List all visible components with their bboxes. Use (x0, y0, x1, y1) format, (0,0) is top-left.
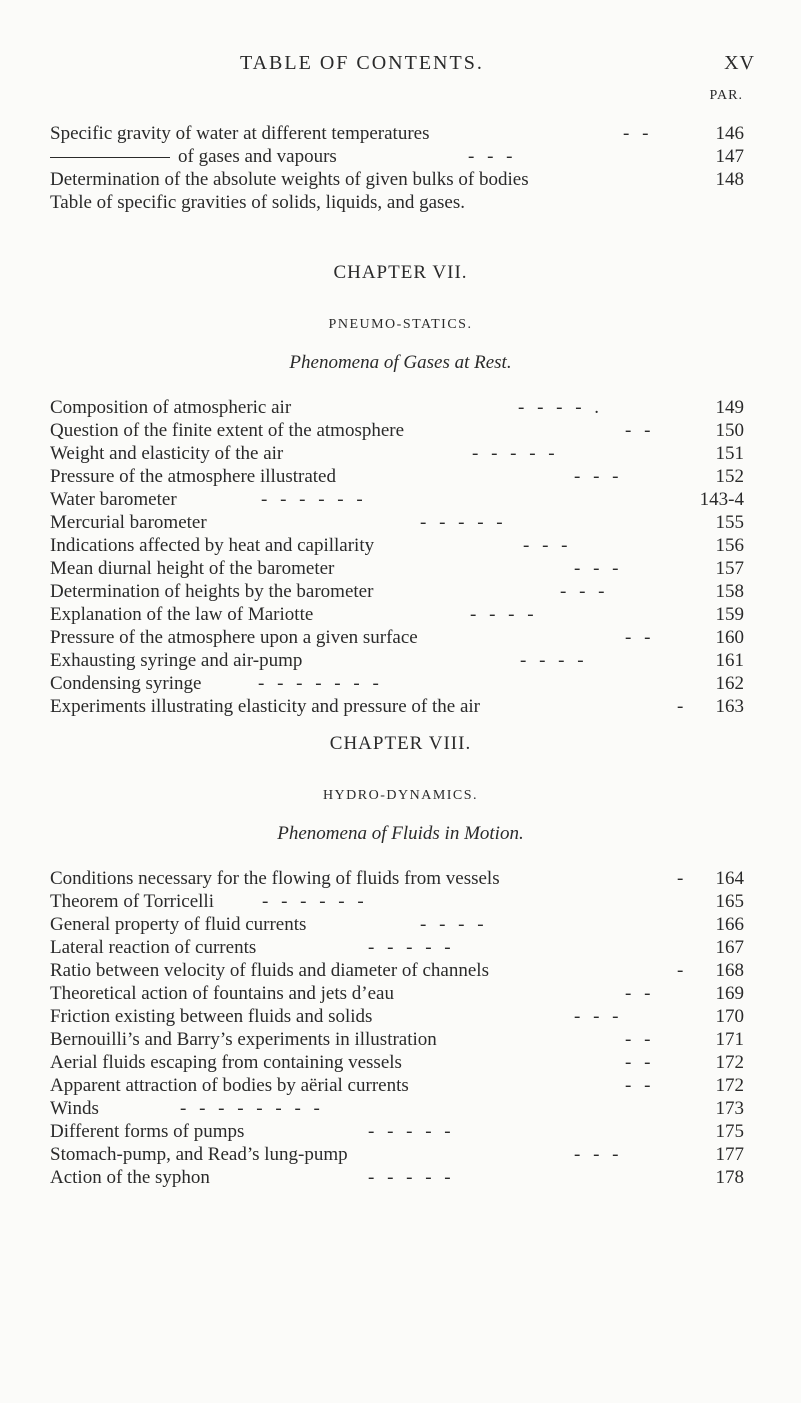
entry-title: Exhausting syringe and air-pump (50, 650, 303, 671)
entry-title: Conditions necessary for the flowing of fluids from vessels (50, 868, 500, 889)
entry-title: Table of specific gravities of solids, liquids, and gases. (50, 192, 465, 213)
entry-leader: - - (623, 123, 653, 144)
toc-entry (50, 1097, 801, 1120)
entry-page: 162 (715, 673, 744, 694)
entry-page: 150 (715, 420, 744, 441)
toc-entry (50, 1120, 801, 1143)
entry-page: 159 (715, 604, 744, 625)
entry-title: Bernouilli’s and Barry’s experiments in illustration (50, 1029, 437, 1050)
entry-leader: - - - (523, 535, 572, 556)
entry-leader: - - - - - - - - (180, 1098, 324, 1119)
entry-title: Explanation of the law of Mariotte (50, 604, 314, 625)
toc-entry (50, 191, 801, 214)
entry-leader: - - - - - (368, 1167, 455, 1188)
entry-page: 156 (715, 535, 744, 556)
entry-page: 147 (715, 146, 744, 167)
entry-page: 161 (715, 650, 744, 671)
entry-page: 173 (715, 1098, 744, 1119)
entry-page: 148 (715, 169, 744, 190)
entry-leader: - - - - - (368, 1121, 455, 1142)
chapter-subject: HYDRO-DYNAMICS. (322, 788, 479, 803)
entry-page: 168 (715, 960, 744, 981)
toc-entry (50, 649, 801, 672)
chapter-section: Phenomena of Fluids in Motion. (277, 823, 524, 844)
toc-entry (50, 603, 801, 626)
entry-leader: - - - (468, 146, 517, 167)
chapter-subject: PNEUMO-STATICS. (328, 317, 473, 332)
entry-leader: - - - - . (518, 397, 604, 418)
entry-leader: - - - - (470, 604, 538, 625)
chapter-7-entries (50, 396, 801, 718)
entry-leader: - - - (574, 1006, 623, 1027)
chapter-8-entries (50, 867, 801, 1189)
chapter-title: CHAPTER VII. (333, 262, 468, 283)
entry-page: 169 (715, 983, 744, 1004)
par-column-label: PAR. (709, 88, 743, 103)
toc-entry (50, 1074, 801, 1097)
entry-leader: - - - - - - (261, 489, 367, 510)
entry-title: Composition of atmospheric air (50, 397, 292, 418)
toc-entry (50, 890, 801, 913)
entry-title: Experiments illustrating elasticity and pressure of the air (50, 696, 481, 717)
entry-leader: - - - - - (420, 512, 507, 533)
toc-entry (50, 695, 801, 718)
toc-entry (50, 1143, 801, 1166)
entry-title: Specific gravity of water at different temperatures (50, 123, 430, 144)
entry-title: Water barometer (50, 489, 177, 510)
toc-entry (50, 1051, 801, 1074)
entry-title: Apparent attraction of bodies by aërial currents (50, 1075, 409, 1096)
entry-title: Pressure of the atmosphere upon a given surface (50, 627, 418, 648)
entry-page: 157 (715, 558, 744, 579)
entry-leader: - - (625, 627, 655, 648)
toc-entry (50, 168, 801, 191)
entry-page: 175 (715, 1121, 744, 1142)
entry-page: 160 (715, 627, 744, 648)
entry-page: 155 (715, 512, 744, 533)
entry-page: 178 (715, 1167, 744, 1188)
entry-leader: - - - - (520, 650, 588, 671)
chapter-7-heading (0, 262, 801, 284)
toc-entry (50, 511, 801, 534)
running-head (0, 52, 801, 78)
entry-page: 149 (715, 397, 744, 418)
toc-entry (50, 982, 801, 1005)
entry-title: Question of the finite extent of the atmosphere (50, 420, 405, 441)
entry-title: Mercurial barometer (50, 512, 207, 533)
chapter-8-heading (0, 733, 801, 755)
entry-page: 151 (715, 443, 744, 464)
toc-entry (50, 122, 801, 145)
entry-title: Different forms of pumps (50, 1121, 245, 1142)
entry-leader: - - - - - - (262, 891, 368, 912)
toc-entry (50, 626, 801, 649)
entry-title: Determination of the absolute weights of given bulks of bodies (50, 169, 529, 190)
entry-page: 158 (715, 581, 744, 602)
entry-page: 171 (715, 1029, 744, 1050)
entry-page: 143-4 (699, 489, 744, 510)
entry-title: Lateral reaction of currents (50, 937, 257, 958)
entry-title: Theorem of Torricelli (50, 891, 214, 912)
entry-title: Mean diurnal height of the barometer (50, 558, 335, 579)
entry-title: Indications affected by heat and capillarity (50, 535, 375, 556)
toc-entry (50, 557, 801, 580)
toc-entry (50, 488, 801, 511)
entry-leader: - - (625, 1075, 655, 1096)
entry-leader: - - (625, 983, 655, 1004)
ditto-rule (50, 157, 170, 158)
toc-entry (50, 419, 801, 442)
chapter-section: Phenomena of Gases at Rest. (289, 352, 512, 373)
entry-leader: - - - - - (472, 443, 559, 464)
entry-leader: - - - - (420, 914, 488, 935)
entry-title: Ratio between velocity of fluids and diameter of channels (50, 960, 489, 981)
entry-title: Weight and elasticity of the air (50, 443, 284, 464)
toc-entry (50, 913, 801, 936)
entry-title: of gases and vapours (178, 146, 337, 167)
running-title: TABLE OF CONTENTS. (240, 52, 484, 74)
entry-page: 167 (715, 937, 744, 958)
entry-page: 166 (715, 914, 744, 935)
toc-entry (50, 580, 801, 603)
toc-entry (50, 1028, 801, 1051)
toc-entry (50, 442, 801, 465)
toc-entry (50, 672, 801, 695)
entry-title: Pressure of the atmosphere illustrated (50, 466, 336, 487)
entry-title: Action of the syphon (50, 1167, 210, 1188)
toc-entry (50, 145, 801, 168)
entry-leader: - - - - - (368, 937, 455, 958)
toc-entry (50, 936, 801, 959)
top-entries (50, 122, 801, 214)
toc-entry (50, 867, 801, 890)
entry-leader: - (677, 696, 688, 717)
entry-leader: - (677, 960, 688, 981)
entry-title: Stomach-pump, and Read’s lung-pump (50, 1144, 348, 1165)
entry-page: 146 (715, 123, 744, 144)
entry-title: Winds (50, 1098, 99, 1119)
entry-leader: - - (625, 420, 655, 441)
entry-page: 163 (715, 696, 744, 717)
toc-entry (50, 1005, 801, 1028)
entry-title: Aerial fluids escaping from containing vessels (50, 1052, 402, 1073)
entry-leader: - (677, 868, 688, 889)
page-number: XV (724, 52, 755, 74)
entry-title: Determination of heights by the barometer (50, 581, 374, 602)
chapter-title: CHAPTER VIII. (329, 733, 472, 754)
toc-entry (50, 959, 801, 982)
entry-leader: - - - (574, 1144, 623, 1165)
toc-entry (50, 534, 801, 557)
entry-title: General property of fluid currents (50, 914, 307, 935)
entry-page: 165 (715, 891, 744, 912)
toc-entry (50, 465, 801, 488)
entry-title: Friction existing between fluids and solids (50, 1006, 373, 1027)
toc-entry (50, 1166, 801, 1189)
entry-page: 152 (715, 466, 744, 487)
entry-title: Theoretical action of fountains and jets d’eau (50, 983, 394, 1004)
entry-page: 177 (715, 1144, 744, 1165)
entry-page: 164 (715, 868, 744, 889)
entry-page: 172 (715, 1052, 744, 1073)
entry-page: 172 (715, 1075, 744, 1096)
entry-leader: - - - - - - - (258, 673, 383, 694)
entry-title: Condensing syringe (50, 673, 202, 694)
entry-leader: - - (625, 1052, 655, 1073)
entry-leader: - - - (574, 558, 623, 579)
entry-leader: - - - (574, 466, 623, 487)
toc-entry (50, 396, 801, 419)
entry-leader: - - (625, 1029, 655, 1050)
entry-leader: - - - (560, 581, 609, 602)
entry-page: 170 (715, 1006, 744, 1027)
